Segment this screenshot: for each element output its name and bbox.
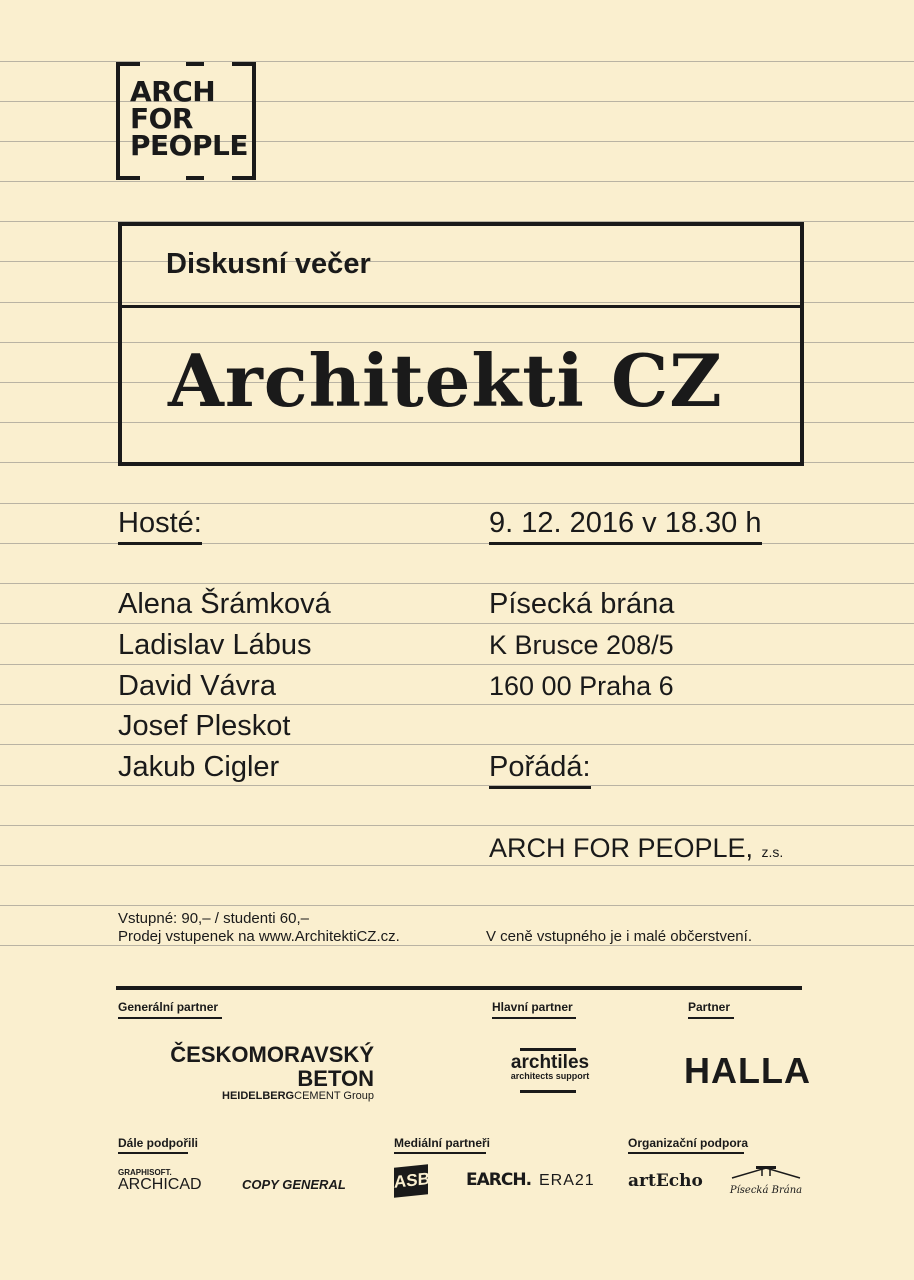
partner-label: Partner — [688, 1000, 731, 1014]
earch-logo: EARCH. — [466, 1170, 532, 1190]
logo-line-1: ARCH — [130, 75, 216, 108]
archicad-text: ARCHICAD — [118, 1176, 202, 1193]
guest-name: Alena Šrámková — [118, 588, 331, 620]
organizational-support-label: Organizační podpora — [628, 1136, 749, 1150]
cmb-cement-group: CEMENT Group — [294, 1090, 374, 1102]
separator — [116, 986, 802, 990]
event-title: Architekti CZ — [168, 338, 723, 423]
halla-logo: HALLA — [684, 1050, 811, 1091]
organizer-heading: Pořádá: — [489, 751, 591, 789]
archicad-logo — [118, 1168, 202, 1193]
cmb-line-1: ČESKOMORAVSKÝ — [170, 1042, 374, 1067]
main-partner-label: Hlavní partner — [492, 1000, 573, 1014]
organizer — [489, 833, 783, 864]
organizer-suffix: z.s. — [761, 844, 784, 860]
logo-line-2: FOR — [130, 102, 193, 135]
general-partner-label: Generální partner — [118, 1000, 219, 1014]
cmb-heidelberg: HEIDELBERG — [222, 1090, 295, 1102]
arch-for-people-logo — [116, 62, 256, 180]
venue-name: Písecká brána — [489, 588, 675, 620]
archtiles-name: archtiles — [510, 1052, 590, 1073]
event-datetime: 9. 12. 2016 v 18.30 h — [489, 507, 762, 545]
artecho-logo: artEcho — [628, 1171, 703, 1191]
pisecka-brana-text: Písecká Brána — [729, 1185, 803, 1196]
asb-logo: ASB — [394, 1164, 428, 1198]
archtiles-logo — [500, 1052, 600, 1081]
venue-city: 160 00 Praha 6 — [489, 671, 674, 701]
refreshments-note: V ceně vstupného je i malé občerstvení. — [486, 928, 752, 945]
media-partners-label: Mediální partneři — [394, 1136, 491, 1150]
ceskomoravsky-beton-logo — [150, 1042, 374, 1102]
venue-street: K Brusce 208/5 — [489, 630, 674, 660]
supported-by-label: Dále podpořili — [118, 1136, 199, 1150]
cmb-line-2: BETON — [297, 1066, 374, 1091]
logo-line-3: PEOPLE — [130, 129, 248, 162]
ticket-price: Vstupné: 90,– / studenti 60,– — [118, 910, 309, 927]
ticket-sales: Prodej vstupenek na www.ArchitektiCZ.cz. — [118, 928, 400, 945]
guests-heading: Hosté: — [118, 507, 202, 545]
title-box — [118, 222, 804, 466]
guest-name: Josef Pleskot — [118, 710, 291, 742]
copy-general-logo: COPY GENERAL — [242, 1177, 346, 1192]
guest-name: David Vávra — [118, 670, 276, 702]
organizer-name: ARCH FOR PEOPLE, — [489, 833, 754, 863]
graphisoft-text: GRAPHISOFT. — [118, 1168, 172, 1177]
pisecka-brana-logo — [726, 1164, 806, 1196]
guest-name: Ladislav Lábus — [118, 629, 312, 661]
guest-name: Jakub Cigler — [118, 751, 280, 783]
archtiles-tagline: architects support — [510, 1071, 590, 1081]
era21-logo: ERA21 — [539, 1172, 595, 1189]
event-subtitle: Diskusní večer — [166, 248, 371, 280]
gate-icon — [726, 1164, 806, 1180]
